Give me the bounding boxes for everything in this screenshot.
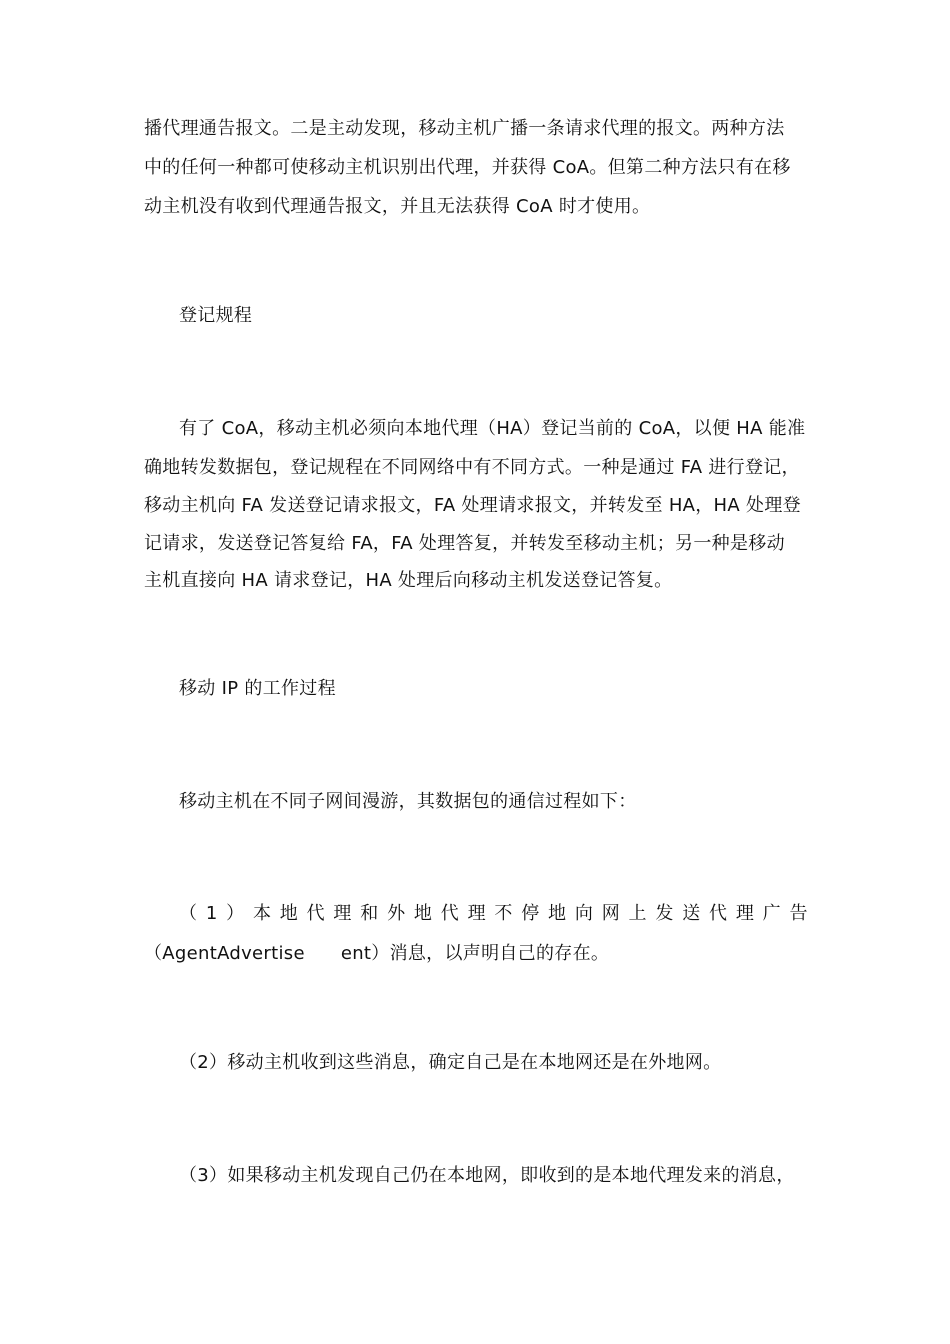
item1-line1 — [179, 901, 808, 927]
item1-char: 理 — [467, 903, 486, 924]
item1-char: （ — [179, 903, 198, 924]
para1-line2: 中的任何一种都可使移动主机识别出代理，并获得 CoA。但第二种方法只有在移 — [144, 157, 791, 178]
para2-line4: 记请求，发送登记答复给 FA，FA 处理答复，并转发至移动主机；另一种是移动 — [144, 533, 785, 554]
item1-char: 代 — [709, 903, 728, 924]
item1-char: 和 — [360, 903, 379, 924]
item1-char: 外 — [387, 903, 406, 924]
item1-char: 理 — [735, 903, 755, 924]
para2-line5: 主机直接向 HA 请求登记，HA 处理后向移动主机发送登记答复。 — [144, 570, 673, 591]
item1-char: 向 — [574, 903, 594, 924]
item1-char: 上 — [628, 903, 647, 924]
item1-line2 — [144, 941, 808, 967]
heading-mobile-ip-process: 移动 IP 的工作过程 — [179, 678, 336, 699]
item1-char: 地 — [413, 903, 433, 924]
item1-char: 发 — [655, 903, 674, 924]
item1-char: 理 — [333, 903, 352, 924]
item1-line2-part1: （AgentAdvertise — [144, 943, 305, 964]
item1-char: 告 — [789, 903, 808, 924]
item1-char: 地 — [279, 903, 299, 924]
item1-char: 广 — [762, 903, 781, 924]
item3: （3）如果移动主机发现自己仍在本地网，即收到的是本地代理发来的消息， — [179, 1165, 795, 1186]
para3-intro: 移动主机在不同子网间漫游，其数据包的通信过程如下： — [179, 791, 637, 812]
para2-line3: 移动主机向 FA 发送登记请求报文，FA 处理请求报文，并转发至 HA，HA 处理登 — [144, 495, 801, 516]
item1-line2-part2: ent）消息，以声明自己的存在。 — [340, 943, 610, 964]
item1-char: 送 — [682, 903, 701, 924]
para1-line3: 动主机没有收到代理通告报文，并且无法获得 CoA 时才使用。 — [144, 196, 651, 217]
para2-line1: 有了 CoA，移动主机必须向本地代理（HA）登记当前的 CoA，以便 HA 能准 — [179, 418, 806, 439]
item1-char: 代 — [306, 903, 325, 924]
item1-char: 1 — [205, 903, 218, 924]
heading-registration: 登记规程 — [179, 305, 253, 326]
para1-line1: 播代理通告报文。二是主动发现，移动主机广播一条请求代理的报文。两种方法 — [144, 118, 785, 139]
item1-char: 地 — [548, 903, 567, 924]
item1-char: 本 — [252, 903, 272, 924]
item1-char: 停 — [521, 903, 540, 924]
item1-char: 代 — [440, 903, 460, 924]
item2: （2）移动主机收到这些消息，确定自己是在本地网还是在外地网。 — [179, 1052, 722, 1073]
para2-line2: 确地转发数据包，登记规程在不同网络中有不同方式。一种是通过 FA 进行登记， — [144, 457, 800, 478]
item1-char: 网 — [601, 903, 621, 924]
item1-char: ） — [226, 903, 245, 924]
item1-char: 不 — [494, 903, 513, 924]
